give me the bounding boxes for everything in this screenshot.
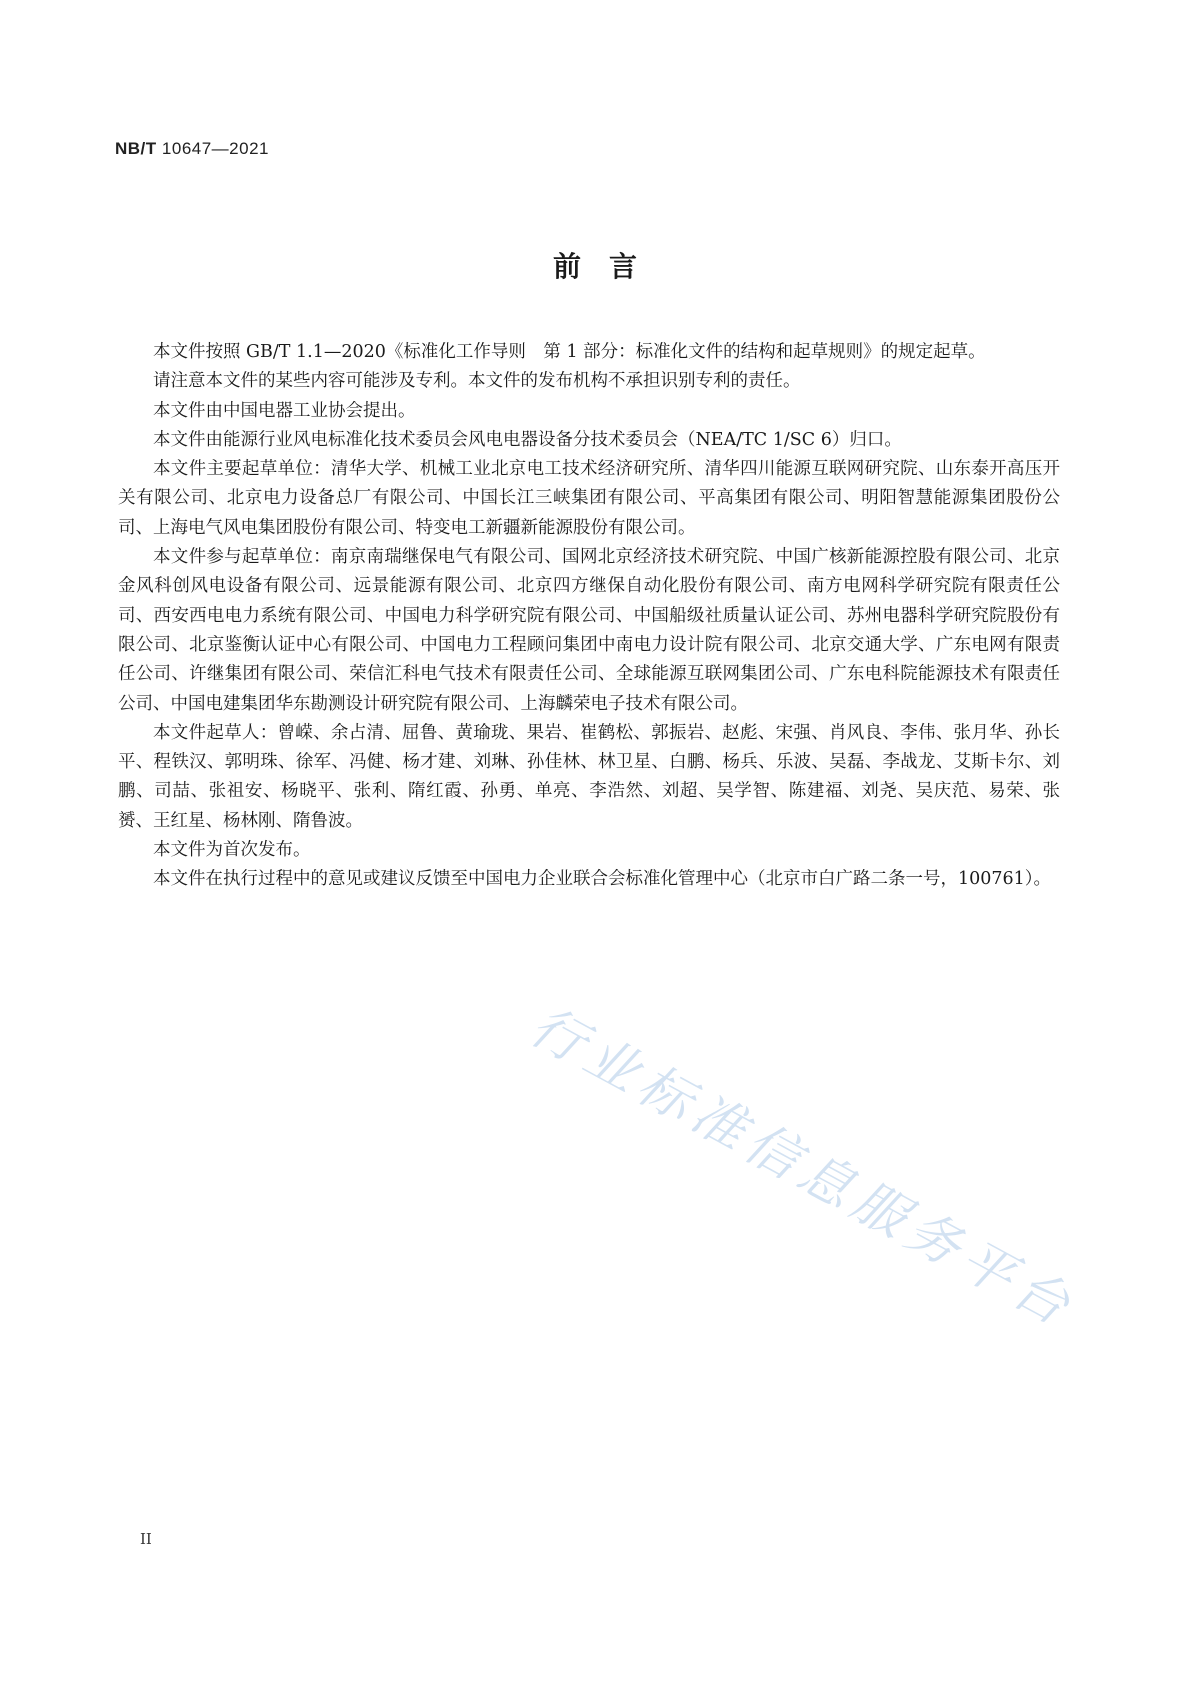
watermark: 行业标准信息服务平台 bbox=[520, 995, 1086, 1341]
page-title: 前 言 bbox=[552, 250, 637, 283]
paragraph-administrator: 本文件由能源行业风电标准化技术委员会风电电器设备分技术委员会（NEA/TC 1/SC 6）归口。 bbox=[153, 429, 902, 450]
standard-code-prefix: NB/T bbox=[115, 139, 157, 158]
paragraph-drafting-rules: 本文件按照 GB/T 1.1—2020《标准化工作导则 第 1 部分：标准化文件的结构和起草规则》的规定起草。 bbox=[153, 342, 986, 362]
paragraph-feedback: 本文件在执行过程中的意见或建议反馈至中国电力企业联合会标准化管理中心（北京市白广路二条一号，100761）。 bbox=[153, 869, 1052, 890]
paragraph-main-drafting-units: 本文件主要起草单位：清华大学、机械工业北京电工技术经济研究所、清华四川能源互联网研究院、山东泰开高压开关有限公司、北京电力设备总厂有限公司、中国长江三峡集团有限公司、平高集团有限公司、明阳智慧能源集团股份公司、上海电气风电集团股份有限公司、特变电工新疆新能源股份有限公司。 bbox=[118, 459, 1060, 538]
foreword-body bbox=[118, 338, 1060, 895]
standard-code bbox=[115, 139, 269, 159]
paragraph-first-release: 本文件为首次发布。 bbox=[153, 840, 311, 861]
standard-code-number: 10647—2021 bbox=[161, 139, 269, 158]
paragraph-participating-units: 本文件参与起草单位：南京南瑞继保电气有限公司、国网北京经济技术研究院、中国广核新能源控股有限公司、北京金风科创风电设备有限公司、远景能源有限公司、北京四方继保自动化股份有限公司、南方电网科学研究院有限责任公司、西安西电电力系统有限公司、中国电力科学研究院有限公司、中国船级社质量认证公司、苏州电器科学研究院股份有限公司、北京鉴衡认证中心有限公司、中国电力工程顾问集团中南电力设计院有限公司、北京交通大学、广东电网有限责任公司、许继集团有限公司、荣信汇科电气技术有限责任公司、全球能源互联网集团公司、广东电科院能源技术有限责任公司、中国电建集团华东勘测设计研究院有限公司、上海麟荣电子技术有限公司。 bbox=[118, 547, 1060, 714]
page-number: II bbox=[140, 1530, 152, 1548]
paragraph-patent-notice: 请注意本文件的某些内容可能涉及专利。本文件的发布机构不承担识别专利的责任。 bbox=[153, 371, 801, 392]
paragraph-drafters: 本文件起草人：曾嵘、余占清、屈鲁、黄瑜珑、果岩、崔鹤松、郭振岩、赵彪、宋强、肖风良、李伟、张月华、孙长平、程铁汉、郭明珠、徐军、冯健、杨才建、刘琳、孙佳林、林卫星、白鹏、杨兵、乐波、吴磊、李战龙、艾斯卡尔、刘鹏、司喆、张祖安、杨晓平、张利、隋红霞、孙勇、单亮、李浩然、刘超、吴学智、陈建福、刘尧、吴庆范、易荣、张赟、王红星、杨林刚、隋鲁波。 bbox=[118, 722, 1060, 831]
paragraph-proposer: 本文件由中国电器工业协会提出。 bbox=[153, 400, 416, 421]
